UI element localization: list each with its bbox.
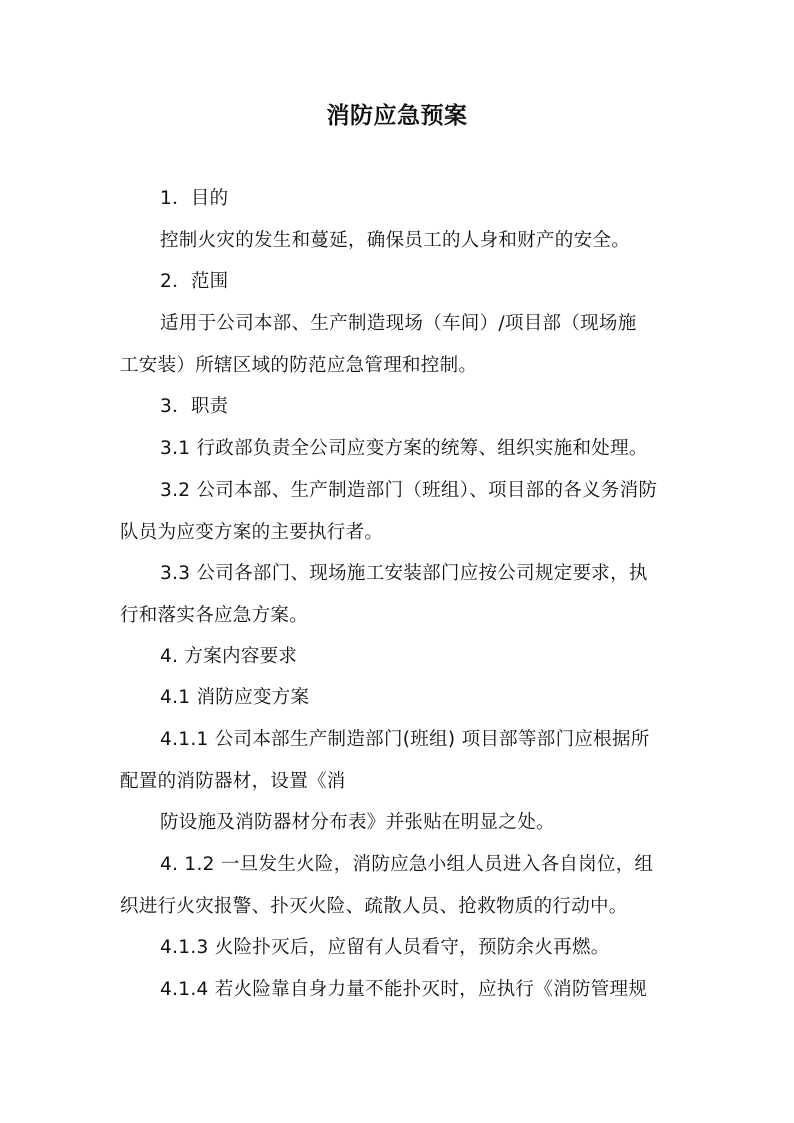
paragraph-line: 4. 方案内容要求: [160, 646, 298, 667]
paragraph-line: 防设施及消防器材分布表》并张贴在明显之处。: [160, 812, 555, 833]
paragraph-line: 3.2 公司本部、生产制造部门（班组）、项目部的各义务消防: [160, 480, 658, 501]
paragraph-line: 织进行火灾报警、扑灭火险、疏散人员、抢救物质的行动中。: [120, 896, 628, 917]
paragraph-line: 2．范围: [160, 271, 229, 292]
paragraph-line: 3.3 公司各部门、现场施工安装部门应按公司规定要求，执: [160, 563, 648, 584]
paragraph-line: 行和落实各应急方案。: [120, 605, 309, 626]
paragraph-line: 3.1 行政部负责全公司应变方案的统筹、组织实施和处理。: [160, 438, 648, 459]
paragraph-line: 1．目的: [160, 188, 229, 209]
paragraph-line: 4.1.3 火险扑灭后，应留有人员看守，预防余火再燃。: [160, 937, 610, 958]
document-title: 消防应急预案: [326, 103, 468, 129]
paragraph-line: 4.1.1 公司本部生产制造部门(班组) 项目部等部门应根据所: [160, 729, 650, 750]
paragraph-line: 工安装）所辖区域的防范应急管理和控制。: [120, 355, 478, 376]
paragraph-line: 控制火灾的发生和蔓延，确保员工的人身和财产的安全。: [160, 230, 631, 251]
paragraph-line: 4.1 消防应变方案: [160, 687, 310, 708]
paragraph-line: 队员为应变方案的主要执行者。: [120, 522, 384, 543]
paragraph-line: 适用于公司本部、生产制造现场（车间）/项目部（现场施: [160, 313, 637, 334]
paragraph-line: 3．职责: [160, 396, 229, 417]
paragraph-line: 4. 1.2 一旦发生火险，消防应急小组人员进入各自岗位，组: [160, 854, 654, 875]
paragraph-line: 4.1.4 若火险靠自身力量不能扑灭时，应执行《消防管理规: [160, 979, 648, 1000]
paragraph-line: 配置的消防器材，设置《消: [120, 771, 346, 792]
